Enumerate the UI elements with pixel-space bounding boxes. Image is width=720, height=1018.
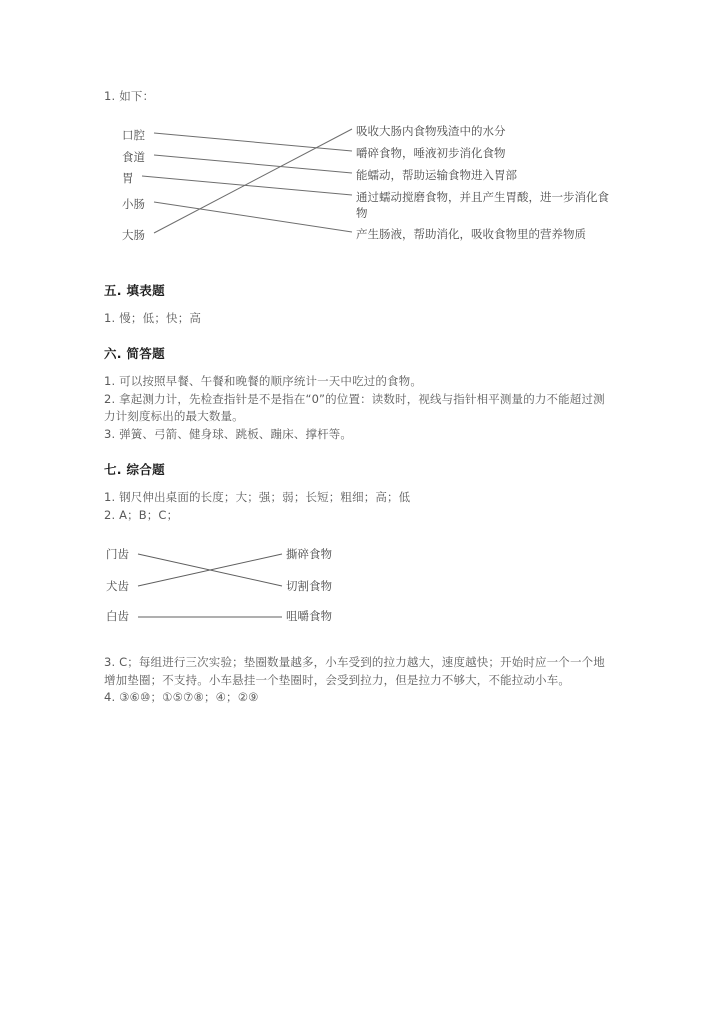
matching-right-label: 切割食物 [286, 579, 332, 593]
spacer [104, 362, 616, 373]
matching-left-label: 胃 [122, 171, 134, 185]
section-6-line-1: 1. 可以按照早餐、午餐和晚餐的顺序统计一天中吃过的食物。 [104, 374, 422, 388]
matching-left-label: 门齿 [106, 547, 129, 561]
matching-right-label: 嚼碎食物，唾液初步消化食物 [356, 146, 506, 160]
matching-line [154, 155, 352, 173]
section-7-line-1: 1. 钢尺伸出桌面的长度；大；强；弱；长短；粗细；高；低 [104, 490, 411, 504]
matching-right-label: 能蠕动，帮助运输食物进入胃部 [356, 168, 517, 182]
spacer [104, 251, 616, 281]
matching-left-label: 犬齿 [106, 579, 129, 593]
matching-left-label: 小肠 [122, 197, 145, 211]
spacer [104, 299, 616, 310]
matching-diagram-digestive-organs [104, 121, 616, 251]
matching-right-label: 撕碎食物 [286, 547, 332, 561]
spacer [104, 443, 616, 460]
trailing-line-3: 3. C；每组进行三次实验；垫圈数量越多，小车受到的拉力越大，速度越快；开始时应一个一个地增加垫圈；不支持。小车悬挂一个垫圈时，会受到拉力，但是拉力不够大，不能拉动小车。 [104, 655, 605, 687]
section-heading-6: 六. 简答题 [104, 346, 165, 361]
trailing-line-4: 4. ③⑥⑩；①⑤⑦⑧；④；②⑨ [104, 690, 259, 704]
matching-line [142, 176, 352, 195]
spacer [104, 624, 616, 654]
section-heading-7: 七. 综合题 [104, 462, 165, 477]
section-6-line-2: 2. 拿起测力计，先检查指针是不是指在“0”的位置：读数时，视线与指针相平测量的力不能超过测力计刻度标出的最大数量。 [104, 391, 605, 423]
matching-right-label: 咀嚼食物 [286, 609, 332, 623]
matching-right-label: 吸收大肠内食物残渣中的水分 [356, 124, 506, 138]
matching-line [154, 133, 352, 151]
matching-right-label: 产生肠液，帮助消化，吸收食物里的营养物质 [356, 227, 586, 241]
document-content [104, 88, 616, 707]
spacer [104, 478, 616, 489]
matching-right-label: 通过蠕动搅磨食物，并且产生胃酸，进一步消化食物 [356, 190, 609, 220]
matching-diagram-teeth [106, 542, 506, 624]
matching-left-label: 白齿 [106, 609, 129, 623]
answer-key-intro: 1. 如下： [104, 89, 155, 103]
section-5-line-1: 1. 慢；低；快；高 [104, 311, 202, 325]
matching-left-label: 食道 [122, 150, 145, 164]
section-heading-5: 五. 填表题 [104, 283, 165, 298]
matching-left-label: 大肠 [122, 228, 145, 242]
spacer [104, 327, 616, 344]
section-6-line-3: 3. 弹簧、弓箭、健身球、跳板、蹦床、撑杆等。 [104, 426, 353, 441]
section-7-line-2: 2. A；B；C； [104, 507, 179, 522]
matching-left-label: 口腔 [122, 128, 145, 142]
